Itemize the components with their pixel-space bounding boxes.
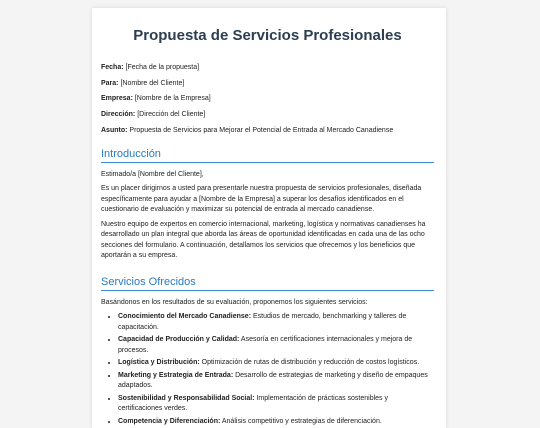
service-item-text: Optimización de rutas de distribución y reducción de costos logísticos.: [201, 359, 420, 367]
meta-address-value: [Dirección del Cliente]: [137, 111, 206, 119]
service-item: [118, 335, 434, 356]
meta-to: [101, 79, 434, 88]
intro-paragraph-1: Es un placer dirigirnos a usted para presentarle nuestra propuesta de servicios profesionales, diseñada específicamente para ayudar a [Nombre de la Empresa] a superar los desafíos identificados en el cuestionario de evaluación y maximizar su potencial de entrada al mercado canadiense.: [101, 185, 422, 214]
service-item-text: Asesoría en certificaciones internacionales y mejora de procesos.: [118, 336, 413, 354]
meta-company-value: [Nombre de la Empresa]: [134, 95, 211, 103]
intro-greeting: Estimado/a [Nombre del Cliente],: [101, 170, 204, 178]
service-item-text: Implementación de prácticas sostenibles y certificaciones verdes.: [118, 394, 388, 413]
meta-date-value: [Fecha de la propuesta]: [125, 64, 200, 71]
service-item-label: Sostenibilidad y Responsabilidad Social:: [118, 394, 255, 402]
intro-paragraph-2: Nuestro equipo de expertos en comercio internacional, marketing, logística y normativas canadienses ha desarrollado un plan integral que aborda las áreas de oportunidad identificadas en cada una de las ocho secciones del formulario. A continuación, detallamos los servicios que ofrecemos y los beneficios que aportarán a su empresa.: [101, 220, 426, 260]
meta-date: [101, 63, 434, 72]
meta-to-label: Para:: [101, 79, 119, 87]
service-item: [118, 312, 434, 333]
meta-subject-value: Propuesta de Servicios para Mejorar el Potencial de Entrada al Mercado Canadiense: [129, 126, 394, 134]
service-item-text: Análisis competitivo y estrategias de diferenciación.: [221, 417, 382, 425]
service-item-label: Marketing y Estrategia de Entrada:: [118, 371, 234, 379]
meta-block: [101, 63, 434, 135]
meta-address-label: Dirección:: [101, 111, 136, 119]
document-page: [92, 8, 446, 428]
service-item-label: Conocimiento del Mercado Canadiense:: [118, 313, 252, 321]
meta-subject-label: Asunto:: [101, 126, 128, 134]
service-item-label: Capacidad de Producción y Calidad:: [118, 336, 240, 344]
meta-subject: [101, 126, 434, 135]
services-intro: Basándonos en los resultados de su evaluación, proponemos los siguientes servicios:: [101, 298, 368, 306]
service-item-label: Logística y Distribución:: [118, 359, 200, 367]
meta-company-label: Empresa:: [101, 95, 133, 103]
meta-company: [101, 94, 434, 103]
services-list: [101, 312, 434, 427]
service-item: [118, 394, 434, 415]
services-heading: Servicios Ofrecidos: [101, 275, 434, 291]
intro-heading: Introducción: [101, 147, 434, 163]
meta-address: [101, 110, 434, 119]
meta-date-label: Fecha:: [101, 64, 124, 71]
document-title: Propuesta de Servicios Profesionales: [133, 27, 402, 44]
service-item: [118, 358, 434, 369]
service-item-label: Competencia y Diferenciación:: [118, 417, 221, 425]
service-item: [118, 371, 434, 392]
service-item-text: Desarrollo de estrategias de marketing y diseño de empaques adaptados.: [118, 371, 428, 390]
service-item-text: Estudios de mercado, benchmarking y talleres de capacitación.: [118, 313, 407, 331]
meta-to-value: [Nombre del Cliente]: [120, 79, 185, 87]
service-item: [118, 417, 434, 428]
